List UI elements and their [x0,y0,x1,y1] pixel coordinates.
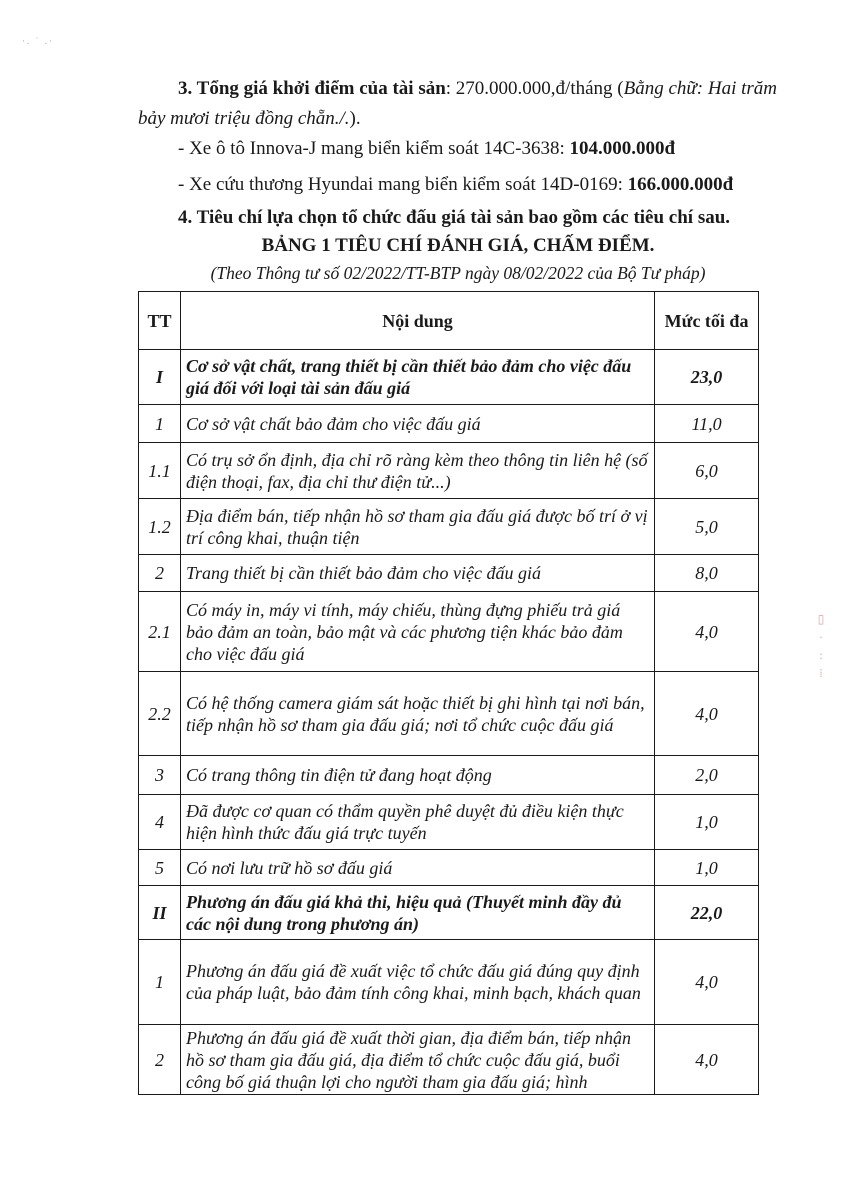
row-content: Cơ sở vật chất bảo đảm cho việc đấu giá [180,405,654,443]
row-content: Cơ sở vật chất, trang thiết bị cần thiết bảo đảm cho việc đấu giá đối với loại tài sản đấu giá [180,350,654,405]
row-content: Có nơi lưu trữ hồ sơ đấu giá [180,850,654,886]
row-content: Phương án đấu giá đề xuất việc tổ chức đấu giá đúng quy định của pháp luật, bảo đảm tính công khai, minh bạch, khách quan [180,940,654,1025]
table-row [139,443,759,499]
table-row [139,795,759,850]
bullet-innova-value: 104.000.000đ [569,138,676,159]
bullet-ambulance [178,170,733,200]
row-content: Có máy in, máy vi tính, máy chiếu, thùng đựng phiếu trả giá bảo đảm an toàn, bảo mật và các phương tiện khác bảo đảm cho việc đấu giá [180,592,654,672]
row-number: 4 [139,795,181,850]
row-max-score: 6,0 [655,443,759,499]
row-number: 1 [139,405,181,443]
paragraph-3-in-words: Bằng chữ: Hai trăm bảy mươi triệu đồng chẵn./. [138,78,778,129]
table-subtitle: (Theo Thông tư số 02/2022/TT-BTP ngày 08/02/2022 của Bộ Tư pháp) [210,263,706,283]
row-number: 2.1 [139,592,181,672]
row-content: Phương án đấu giá đề xuất thời gian, địa điểm bán, tiếp nhận hồ sơ tham gia đấu giá, địa điểm tổ chức cuộc đấu giá, buổi công bố giá thuận lợi cho người tham gia đấu giá; hình [180,1025,654,1095]
bullet-innova-text: - Xe ô tô Innova-J mang biển kiểm soát 14C-3638: [178,138,570,159]
row-number: 2.2 [139,672,181,756]
header-tt: TT [139,292,181,350]
table-row [139,350,759,405]
row-number: II [139,886,181,940]
table-title: BẢNG 1 TIÊU CHÍ ĐÁNH GIÁ, CHẤM ĐIỂM. [261,235,655,256]
row-content: Phương án đấu giá khả thi, hiệu quả (Thuyết minh đầy đủ các nội dung trong phương án) [180,886,654,940]
paragraph-3-value: : 270.000.000,đ/tháng ( [445,78,624,99]
paragraph-4: 4. Tiêu chí lựa chọn tổ chức đấu giá tài sản bao gồm các tiêu chí sau. [178,207,731,228]
row-number: 1.1 [139,443,181,499]
bullet-innova [178,134,675,164]
row-content: Đã được cơ quan có thẩm quyền phê duyệt đủ điều kiện thực hiện hình thức đấu giá trực tuyến [180,795,654,850]
header-content: Nội dung [180,292,654,350]
row-number: 1.2 [139,499,181,555]
table-row [139,555,759,592]
header-max: Mức tối đa [655,292,759,350]
row-max-score: 4,0 [655,592,759,672]
row-max-score: 1,0 [655,795,759,850]
criteria-table [138,291,759,1095]
row-number: 5 [139,850,181,886]
paragraph-3-heading: 3. Tổng giá khởi điểm của tài sản [178,78,446,99]
row-content: Trang thiết bị cần thiết bảo đảm cho việc đấu giá [180,555,654,592]
table-body [139,350,759,1095]
table-row [139,592,759,672]
table-row [139,886,759,940]
row-max-score: 22,0 [655,886,759,940]
row-max-score: 23,0 [655,350,759,405]
bullet-ambulance-value: 166.000.000đ [627,174,734,195]
table-row [139,672,759,756]
paragraph-3-close: ). [349,108,361,129]
row-max-score: 2,0 [655,756,759,795]
table-row [139,1025,759,1095]
row-max-score: 4,0 [655,940,759,1025]
row-content: Có hệ thống camera giám sát hoặc thiết bị ghi hình tại nơi bán, tiếp nhận hồ sơ tham gia đấu giá; nơi tổ chức cuộc đấu giá [180,672,654,756]
table-row [139,405,759,443]
row-max-score: 8,0 [655,555,759,592]
table-row [139,499,759,555]
bullet-ambulance-text: - Xe cứu thương Hyundai mang biển kiểm soát 14D-0169: [178,174,628,195]
row-max-score: 4,0 [655,1025,759,1095]
paragraph-3 [138,74,778,134]
row-max-score: 4,0 [655,672,759,756]
red-stamp-mark: ▯ · : ⁞ [817,612,825,680]
scan-artifact: ·. ˙ .· [22,36,54,46]
row-content: Có trang thông tin điện tử đang hoạt động [180,756,654,795]
table-row [139,850,759,886]
row-max-score: 11,0 [655,405,759,443]
row-number: 2 [139,1025,181,1095]
row-number: I [139,350,181,405]
row-content: Có trụ sở ổn định, địa chỉ rõ ràng kèm theo thông tin liên hệ (số điện thoại, fax, địa chỉ thư điện tử...) [180,443,654,499]
table-header-row [139,292,759,350]
table-row [139,756,759,795]
row-content: Địa điểm bán, tiếp nhận hồ sơ tham gia đấu giá được bố trí ở vị trí công khai, thuận tiện [180,499,654,555]
row-number: 3 [139,756,181,795]
row-max-score: 5,0 [655,499,759,555]
row-max-score: 1,0 [655,850,759,886]
row-number: 1 [139,940,181,1025]
table-row [139,940,759,1025]
row-number: 2 [139,555,181,592]
